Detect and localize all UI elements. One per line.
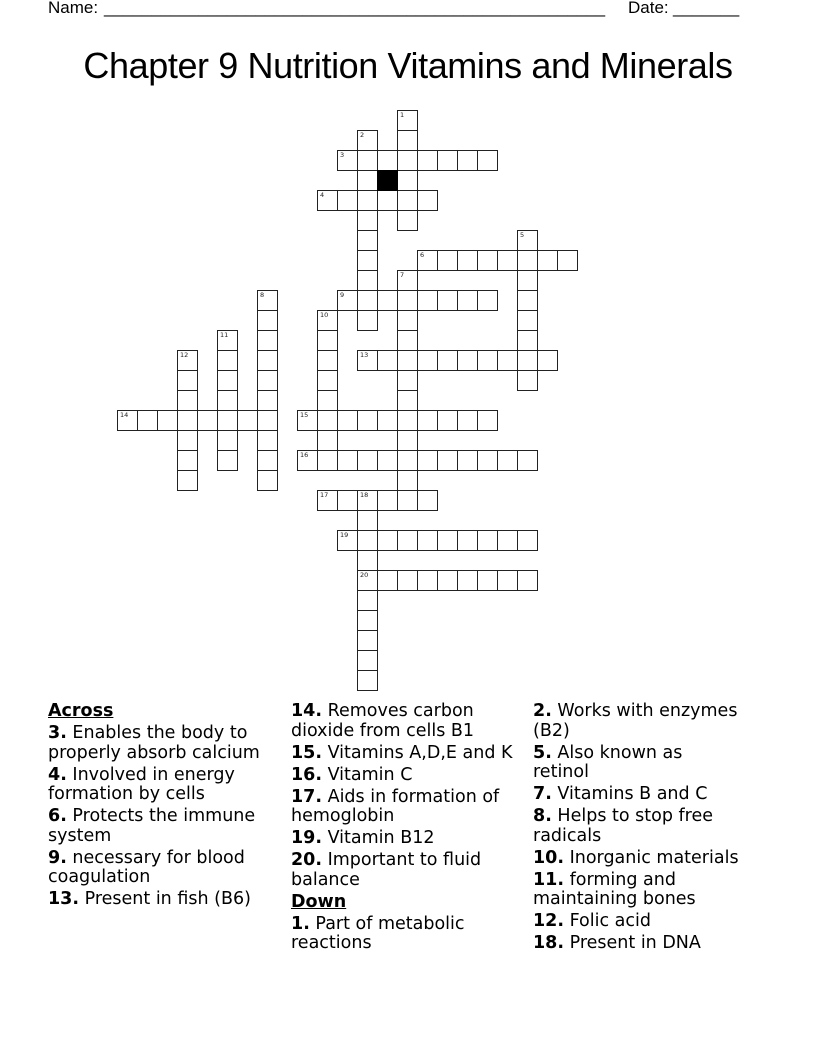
grid-cell <box>397 150 418 171</box>
grid-cell <box>177 350 198 371</box>
grid-cell <box>397 570 418 591</box>
grid-cell <box>437 150 458 171</box>
grid-cell <box>377 150 398 171</box>
grid-cell <box>377 490 398 511</box>
clue-number: 14 . <box>291 701 322 721</box>
grid-cell <box>177 470 198 491</box>
grid-cell <box>177 410 198 431</box>
grid-cell <box>517 290 538 311</box>
grid-cell <box>377 290 398 311</box>
clue-number: 4 . <box>48 765 67 785</box>
clue-text: Involved in energy formation by cells <box>48 764 235 804</box>
grid-cell <box>417 450 438 471</box>
clue-number: 5 . <box>533 743 552 763</box>
cell-number: 4 <box>320 191 325 199</box>
grid-cell <box>357 630 378 651</box>
grid-cell <box>437 450 458 471</box>
grid-cell <box>397 490 418 511</box>
date-label: Date: <box>628 0 669 17</box>
grid-cell <box>417 190 438 211</box>
down-clue <box>533 744 742 783</box>
clue-text: Present in DNA <box>569 933 701 953</box>
across-clue <box>291 702 523 741</box>
cell-number: 18 <box>360 491 369 499</box>
grid-cell <box>397 170 418 191</box>
grid-cell <box>357 230 378 251</box>
down-clue <box>533 934 742 954</box>
name-blank-line: _____________________________________________________ <box>104 0 606 17</box>
cell-number: 20 <box>360 571 369 579</box>
cell-number: 12 <box>180 351 189 359</box>
grid-cell <box>397 450 418 471</box>
grid-cell <box>397 210 418 231</box>
grid-cell <box>557 250 578 271</box>
grid-cell <box>437 410 458 431</box>
grid-cell <box>397 110 418 131</box>
grid-cell <box>257 430 278 451</box>
grid-cell <box>317 390 338 411</box>
grid-cell <box>357 550 378 571</box>
grid-cell <box>497 570 518 591</box>
grid-cell <box>517 310 538 331</box>
clue-text: Part of metabolic reactions <box>291 913 465 953</box>
cell-number: 14 <box>120 411 129 419</box>
grid-cell <box>417 350 438 371</box>
grid-cell <box>397 350 418 371</box>
clue-text: Also known as retinol <box>533 742 683 782</box>
grid-cell <box>417 250 438 271</box>
grid-cell <box>317 330 338 351</box>
grid-cell <box>497 530 518 551</box>
grid-cell <box>377 530 398 551</box>
grid-cell <box>177 390 198 411</box>
clue-number: 7 . <box>533 784 552 804</box>
grid-cell <box>317 450 338 471</box>
grid-cell <box>337 150 358 171</box>
grid-cell <box>257 390 278 411</box>
grid-cell <box>477 450 498 471</box>
grid-cell <box>357 250 378 271</box>
grid-cell <box>357 650 378 671</box>
grid-cell <box>457 290 478 311</box>
grid-cell <box>137 410 158 431</box>
grid-cell <box>437 350 458 371</box>
across-clue <box>48 890 273 910</box>
cell-number: 3 <box>340 151 345 159</box>
across-clue <box>291 766 523 786</box>
grid-cell <box>517 350 538 371</box>
down-clue <box>533 807 742 846</box>
clue-number: 20 . <box>291 850 322 870</box>
grid-cell <box>257 470 278 491</box>
clue-number: 8 . <box>533 806 552 826</box>
grid-cell <box>357 350 378 371</box>
cell-number: 6 <box>420 251 425 259</box>
clue-text: Works with enzymes (B2) <box>533 701 738 741</box>
clue-number: 3 . <box>48 723 67 743</box>
grid-cell <box>397 270 418 291</box>
grid-cell <box>357 410 378 431</box>
across-clue <box>48 766 273 805</box>
grid-cell <box>217 450 238 471</box>
grid-cell <box>437 290 458 311</box>
cell-number: 16 <box>300 451 309 459</box>
grid-cell <box>517 530 538 551</box>
cell-number: 8 <box>260 291 265 299</box>
down-clue <box>533 849 742 869</box>
grid-cell <box>357 190 378 211</box>
grid-cell <box>457 250 478 271</box>
grid-cell <box>517 370 538 391</box>
grid-cell <box>237 410 258 431</box>
clue-number: 10 . <box>533 848 564 868</box>
grid-cell <box>317 490 338 511</box>
grid-cell <box>477 250 498 271</box>
grid-cell <box>157 410 178 431</box>
name-label: Name: <box>48 0 99 17</box>
clue-column <box>48 702 273 912</box>
grid-cell <box>357 290 378 311</box>
clue-text: necessary for blood coagulation <box>48 847 245 887</box>
grid-cell <box>517 330 538 351</box>
grid-cell <box>477 410 498 431</box>
grid-cell <box>217 410 238 431</box>
grid-cell <box>357 490 378 511</box>
grid-cell <box>497 350 518 371</box>
across-clue <box>48 849 273 888</box>
clue-number: 16 . <box>291 765 322 785</box>
cell-number: 19 <box>340 531 349 539</box>
grid-cell <box>397 130 418 151</box>
grid-cell <box>217 350 238 371</box>
grid-cell <box>337 530 358 551</box>
clue-text: Protects the immune system <box>48 806 256 846</box>
grid-cell <box>257 310 278 331</box>
grid-cell <box>297 450 318 471</box>
grid-cell <box>337 190 358 211</box>
grid-cell <box>177 370 198 391</box>
grid-cell <box>297 410 318 431</box>
grid-cell <box>397 410 418 431</box>
clue-text: Important to fluid balance <box>291 850 482 890</box>
grid-cell <box>257 350 278 371</box>
grid-cell <box>357 210 378 231</box>
clue-text: Inorganic materials <box>569 847 739 868</box>
clue-text: Present in fish (B6) <box>84 889 251 909</box>
clue-text: Vitamins A,D,E and K <box>327 742 513 763</box>
clue-number: 11 . <box>533 870 564 890</box>
grid-cell <box>397 370 418 391</box>
grid-cell <box>337 410 358 431</box>
grid-cell <box>317 190 338 211</box>
grid-cell <box>537 250 558 271</box>
down-clue <box>533 871 742 910</box>
grid-cell <box>397 390 418 411</box>
clue-text: Vitamin C <box>327 764 413 785</box>
grid-cell <box>217 370 238 391</box>
grid-cell <box>397 530 418 551</box>
grid-cell <box>317 370 338 391</box>
grid-cell <box>317 430 338 451</box>
down-heading: Down <box>291 891 347 912</box>
grid-cell <box>517 230 538 251</box>
grid-cell <box>457 570 478 591</box>
grid-cell <box>457 410 478 431</box>
clue-text: Helps to stop free radicals <box>533 806 713 846</box>
grid-cell <box>537 350 558 371</box>
grid-cell <box>257 410 278 431</box>
grid-cell <box>377 570 398 591</box>
grid-cell <box>517 250 538 271</box>
grid-cell <box>417 290 438 311</box>
grid-cell <box>377 350 398 371</box>
grid-cell <box>357 670 378 691</box>
across-clue <box>291 829 523 849</box>
grid-cell <box>337 290 358 311</box>
clue-number: 17 . <box>291 787 322 807</box>
grid-cell <box>417 150 438 171</box>
grid-cell <box>477 350 498 371</box>
grid-cell <box>457 450 478 471</box>
down-clue <box>533 702 742 741</box>
grid-cell <box>357 530 378 551</box>
grid-cell <box>357 450 378 471</box>
grid-cell <box>197 410 218 431</box>
across-heading: Across <box>48 701 114 721</box>
grid-cell <box>417 570 438 591</box>
grid-cell <box>217 390 238 411</box>
clue-column <box>291 702 523 956</box>
grid-cell <box>377 190 398 211</box>
cell-number: 15 <box>300 411 309 419</box>
cell-number: 9 <box>340 291 345 299</box>
down-clue <box>291 915 523 954</box>
grid-cell <box>317 350 338 371</box>
grid-cell <box>397 310 418 331</box>
clue-number: 1 . <box>291 914 310 934</box>
black-cell <box>377 170 398 191</box>
cell-number: 10 <box>320 311 329 319</box>
down-clue <box>533 912 742 932</box>
worksheet-title: Chapter 9 Nutrition Vitamins and Minerals <box>83 45 733 86</box>
grid-cell <box>397 470 418 491</box>
grid-cell <box>337 450 358 471</box>
clue-text: forming and maintaining bones <box>533 869 696 909</box>
grid-cell <box>457 530 478 551</box>
cell-number: 1 <box>400 111 405 119</box>
clue-number: 9 . <box>48 848 67 868</box>
grid-cell <box>437 570 458 591</box>
grid-cell <box>357 150 378 171</box>
clue-text: Vitamins B and C <box>557 784 708 804</box>
grid-cell <box>377 450 398 471</box>
clue-number: 12 . <box>533 911 564 931</box>
clue-number: 13 . <box>48 889 79 909</box>
grid-cell <box>357 570 378 591</box>
grid-cell <box>317 410 338 431</box>
grid-cell <box>357 610 378 631</box>
clue-text: Enables the body to properly absorb calcium <box>48 723 260 763</box>
grid-cell <box>257 330 278 351</box>
down-clue <box>533 785 742 805</box>
grid-cell <box>457 350 478 371</box>
grid-cell <box>497 450 518 471</box>
date-blank-line: _______ <box>673 0 740 17</box>
across-clue <box>48 807 273 846</box>
grid-cell <box>177 450 198 471</box>
grid-cell <box>357 510 378 531</box>
grid-cell <box>437 530 458 551</box>
grid-cell <box>257 370 278 391</box>
grid-cell <box>397 430 418 451</box>
cell-number: 7 <box>400 271 405 279</box>
grid-cell <box>217 430 238 451</box>
grid-cell <box>437 250 458 271</box>
clue-number: 6 . <box>48 806 67 826</box>
grid-cell <box>477 150 498 171</box>
clue-number: 19 . <box>291 828 322 848</box>
across-clue <box>291 788 523 827</box>
cell-number: 5 <box>520 231 525 239</box>
clue-text: Aids in formation of hemoglobin <box>291 786 500 826</box>
grid-cell <box>317 310 338 331</box>
clue-number: 2 . <box>533 701 552 721</box>
grid-cell <box>417 530 438 551</box>
grid-cell <box>517 570 538 591</box>
clue-text: Vitamin B12 <box>327 828 435 848</box>
grid-cell <box>357 270 378 291</box>
grid-cell <box>377 410 398 431</box>
grid-cell <box>117 410 138 431</box>
grid-cell <box>397 190 418 211</box>
across-clue <box>291 744 523 764</box>
grid-cell <box>357 590 378 611</box>
cell-number: 11 <box>220 331 229 339</box>
clue-text: Removes carbon dioxide from cells B1 <box>291 701 475 741</box>
grid-cell <box>357 310 378 331</box>
grid-cell <box>497 250 518 271</box>
grid-cell <box>477 530 498 551</box>
cell-number: 2 <box>360 131 365 139</box>
grid-cell <box>337 490 358 511</box>
grid-cell <box>257 290 278 311</box>
grid-cell <box>257 450 278 471</box>
grid-cell <box>397 290 418 311</box>
grid-cell <box>397 330 418 351</box>
clue-text: Folic acid <box>569 911 651 931</box>
grid-cell <box>217 330 238 351</box>
across-clue <box>291 851 523 890</box>
cell-number: 17 <box>320 491 329 499</box>
grid-cell <box>417 410 438 431</box>
grid-cell <box>457 150 478 171</box>
grid-cell <box>517 270 538 291</box>
clue-column <box>533 702 742 956</box>
grid-cell <box>517 450 538 471</box>
clue-number: 18 . <box>533 933 564 953</box>
grid-cell <box>177 430 198 451</box>
grid-cell <box>357 170 378 191</box>
grid-cell <box>477 570 498 591</box>
grid-cell <box>477 290 498 311</box>
grid-cell <box>417 490 438 511</box>
cell-number: 13 <box>360 351 369 359</box>
across-clue <box>48 724 273 763</box>
clue-number: 15 . <box>291 743 322 763</box>
grid-cell <box>357 130 378 151</box>
